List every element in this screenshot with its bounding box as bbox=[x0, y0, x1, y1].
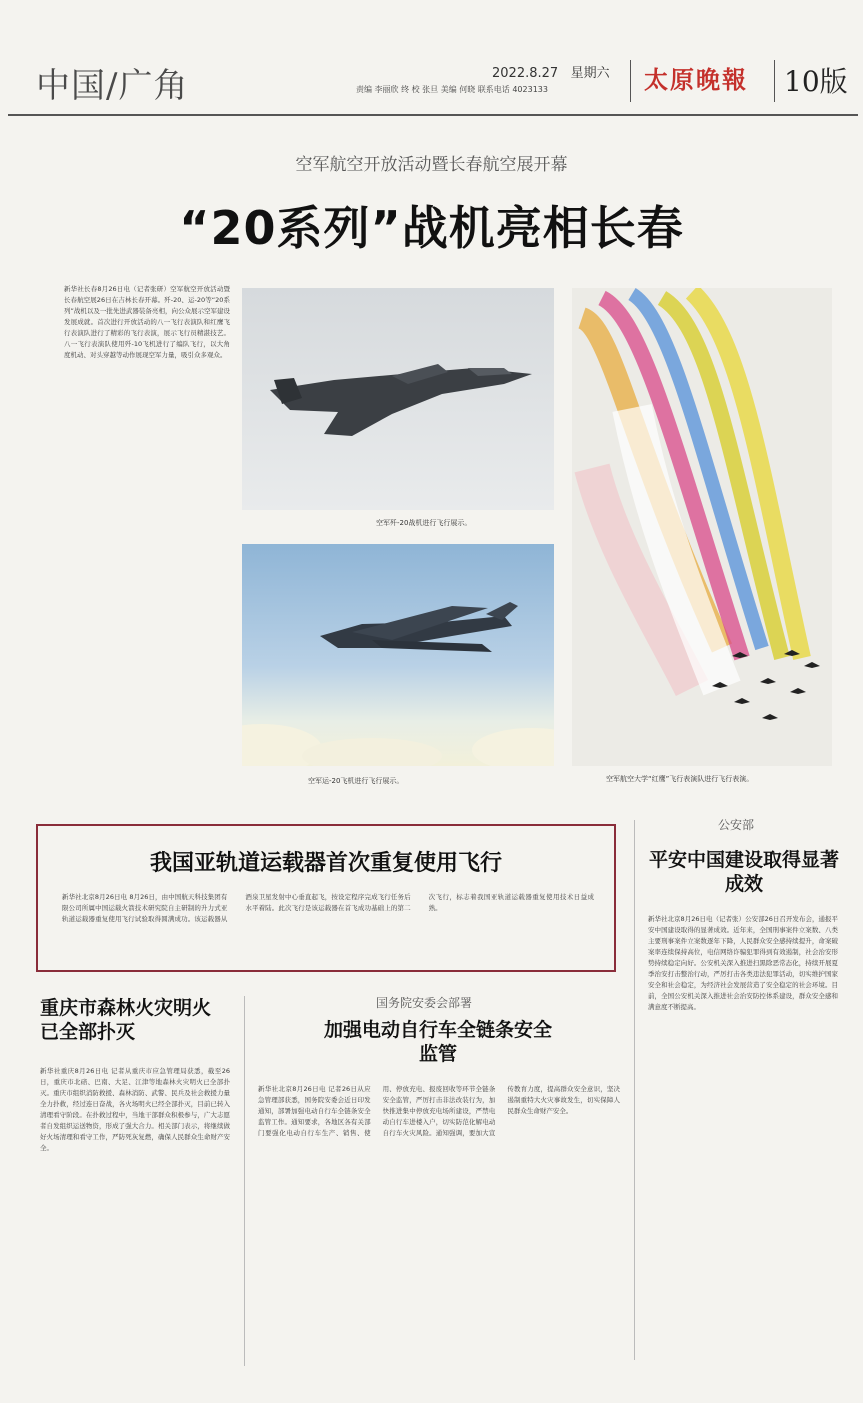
y20-photo bbox=[242, 544, 554, 766]
column-rule bbox=[634, 820, 635, 1360]
newspaper-logo: 太原晚報 bbox=[644, 65, 748, 94]
masthead-rule bbox=[8, 114, 858, 116]
lead-kicker: 空军航空开放活动暨长春航空展开幕 bbox=[295, 155, 568, 175]
red-eagle-formation-icon bbox=[572, 288, 832, 766]
section-title: 中国/广角 bbox=[36, 66, 189, 106]
date-text: 2022.8.27 bbox=[492, 66, 559, 81]
ebike-label: 国务院安委会部署 bbox=[376, 996, 473, 1010]
j20-aircraft-icon bbox=[242, 288, 554, 510]
chongqing-title: 重庆市森林火灾明火已全部扑灭 bbox=[40, 997, 212, 1043]
y20-aircraft-icon bbox=[242, 544, 554, 766]
editors-line: 责编 李丽欣 终 校 张旦 美编 何晓 联系电话 4023133 bbox=[356, 85, 548, 94]
weekday-text: 星期六 bbox=[570, 66, 610, 81]
suborbital-body: 新华社北京8月26日电 8月26日，由中国航天科技集团有限公司所属中国运载火箭技术研究院自主研制的升力式亚轨道运载器重复使用飞行试验取得圆满成功。该运载器从酒泉卫星发射中心垂直起飞，按设定程序完成飞行任务后水平着陆。此次飞行是该运载器在首飞成功基础上的第二次飞行，标志着我国亚轨道运载器重复使用技术日益成熟。 bbox=[62, 893, 594, 923]
j20-caption: 空军歼-20战机进行飞行展示。 bbox=[376, 519, 472, 527]
column-rule bbox=[244, 996, 245, 1366]
lead-headline: “20系列”战机亮相长春 bbox=[179, 201, 684, 255]
y20-caption: 空军运-20飞机进行飞行展示。 bbox=[308, 777, 404, 785]
chongqing-body: 新华社重庆8月26日电 记者从重庆市应急管理局获悉，截至26日，重庆市北碚、巴南、大足、江津等地森林火灾明火已全部扑灭。重庆市组织消防救援、森林消防、武警、民兵及社会救援力量全力扑救，经过连日奋战，各火场明火已经全部扑灭，目前已转入清理看守阶段。在扑救过程中，当地干部群众积极参与，广大志愿者自发组织运送物资，形成了强大合力。相关部门表示，将继续做好火场清理和看守工作，严防死灰复燃，确保人民群众生命财产安全。 bbox=[40, 1067, 230, 1152]
smoke-caption: 空军航空大学“红鹰”飞行表演队进行飞行表演。 bbox=[606, 775, 754, 783]
public-security-body: 新华社北京8月26日电（记者张）公安部26日召开发布会，通报平安中国建设取得的显著成效。近年来，全国刑事案件立案数、八类主要刑事案件立案数逐年下降，人民群众安全感持续提升，命案破案率连续保持高位，电信网络诈骗犯罪得到有效遏制，社会治安形势持续稳定向好。公安机关深入推进扫黑除恶常态化，持续开展夏季治安打击整治行动，严厉打击各类违法犯罪活动，切实维护国家安全和社会稳定，为经济社会发展营造了安全稳定的社会环境。目前，全国公安机关深入推进社会治安防控体系建设，群众安全感和满意度不断提高。 bbox=[648, 915, 838, 1011]
j20-photo bbox=[242, 288, 554, 510]
suborbital-title: 我国亚轨道运载器首次重复使用飞行 bbox=[149, 851, 502, 876]
public-security-title: 平安中国建设取得显著成效 bbox=[648, 849, 839, 895]
issue-date bbox=[492, 62, 610, 81]
ebike-body: 新华社北京8月26日电 记者26日从应急管理部获悉，国务院安委会近日印发通知，部署加强电动自行车全链条安全监管工作。通知要求，各地区各有关部门要强化电动自行车生产、销售、使用、停放充电、报废回收等环节全链条安全监管，严厉打击非法改装行为，加快推进集中停放充电场所建设，严禁电动自行车进楼入户，切实防范化解电动自行车火灾风险。通知强调，要加大宣传教育力度，提高群众安全意识，坚决遏制重特大火灾事故发生，切实保障人民群众生命财产安全。 bbox=[258, 1085, 620, 1137]
page-number: 10版 bbox=[784, 65, 848, 98]
masthead-divider bbox=[774, 60, 775, 102]
smoke-trail-photo bbox=[572, 288, 832, 766]
ebike-title: 加强电动自行车全链条安全监管 bbox=[323, 1019, 552, 1065]
public-security-label: 公安部 bbox=[718, 818, 755, 832]
lead-body-text: 新华社长春8月26日电（记者张研）空军航空开放活动暨长春航空展26日在吉林长春开幕。歼-20、运-20等“20系列”战机以及一批先进武器装备亮相，向公众展示空军建设发展成就。首次进行开放活动的八一飞行表演队和红鹰飞行表演队进行了精彩的飞行表演，展示飞行员精湛技艺。八一飞行表演队使用歼-10飞机进行了编队飞行，以大角度机动、对头穿越等动作展现空军力量，吸引众多观众。 bbox=[64, 285, 230, 359]
masthead-divider bbox=[630, 60, 631, 102]
